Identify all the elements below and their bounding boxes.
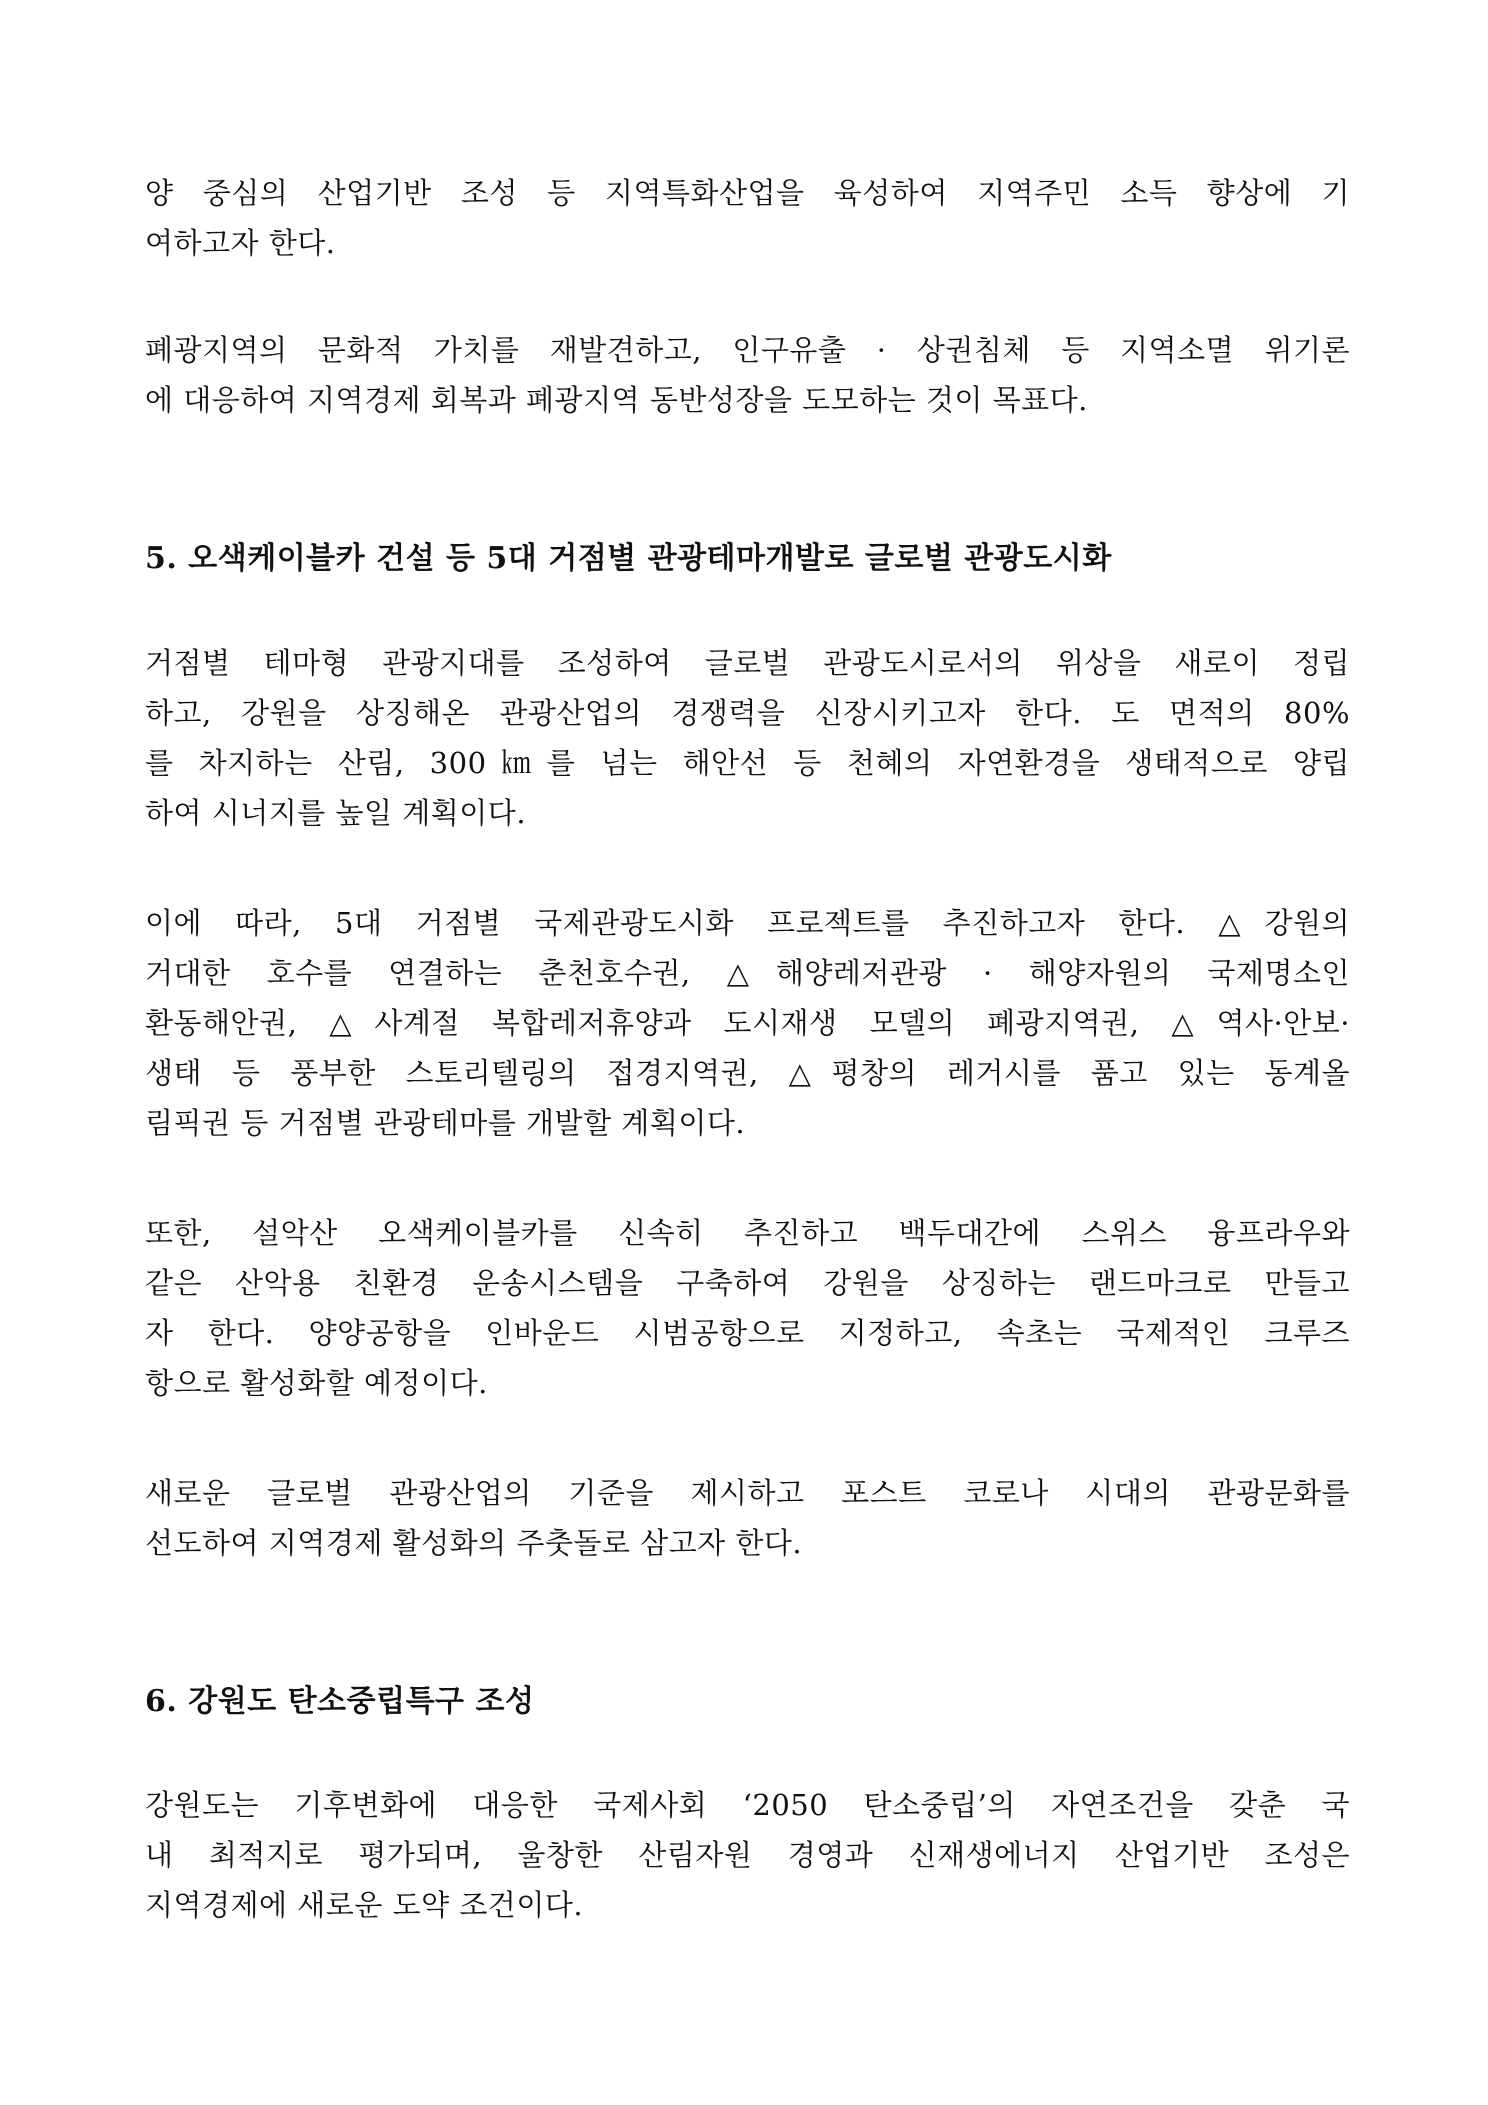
text-line: 하고, 강원을 상징해온 관광산업의 경쟁력을 신장시키고자 한다. 도 면적의 80%: [145, 696, 1350, 730]
text-line: 항으로 활성화할 예정이다.: [145, 1366, 488, 1400]
paragraph-post-covid: [145, 1468, 1350, 1568]
text-line: 거점별 테마형 관광지대를 조성하여 글로벌 관광도시로서의 위상을 새로이 정립: [145, 646, 1350, 680]
text-line: 이에 따라, 5대 거점별 국제관광도시화 프로젝트를 추진하고자 한다. △강원의: [145, 906, 1350, 940]
paragraph-five-hubs: [145, 898, 1350, 1148]
text-line: 림픽권 등 거점별 관광테마를 개발할 계획이다.: [145, 1106, 746, 1140]
text-line: 여하고자 한다.: [145, 226, 336, 260]
text-line: 폐광지역의 문화적 가치를 재발견하고, 인구유출 · 상권침체 등 지역소멸 위기론: [145, 333, 1350, 367]
paragraph-tourism-zones: [145, 638, 1350, 838]
text-line: 생태 등 풍부한 스토리텔링의 접경지역권, △평창의 레거시를 품고 있는 동계올: [145, 1056, 1350, 1090]
paragraph-mining-region-goal: [145, 325, 1350, 425]
text-line: 같은 산악용 친환경 운송시스템을 구축하여 강원을 상징하는 랜드마크로 만들고: [145, 1266, 1350, 1300]
section-heading-6: 6. 강원도 탄소중립특구 조성: [145, 1684, 535, 1719]
paragraph-cable-car: [145, 1208, 1350, 1408]
text-line: 강원도는 기후변화에 대응한 국제사회 ‘2050 탄소중립’의 자연조건을 갖춘 국: [145, 1788, 1350, 1822]
text-line: 선도하여 지역경제 활성화의 주춧돌로 삼고자 한다.: [145, 1526, 803, 1560]
paragraph-regional-industry: [145, 168, 1350, 268]
text-line: 또한, 설악산 오색케이블카를 신속히 추진하고 백두대간에 스위스 융프라우와: [145, 1216, 1350, 1250]
text-line: 지역경제에 새로운 도약 조건이다.: [145, 1888, 584, 1922]
text-line: 를 차지하는 산림, 300㎞를 넘는 해안선 등 천혜의 자연환경을 생태적으로 양립: [145, 746, 1350, 780]
section-heading-5: 5. 오색케이블카 건설 등 5대 거점별 관광테마개발로 글로벌 관광도시화: [145, 541, 1112, 576]
text-line: 자 한다. 양양공항을 인바운드 시범공항으로 지정하고, 속초는 국제적인 크루즈: [145, 1316, 1350, 1350]
text-line: 내 최적지로 평가되며, 울창한 산림자원 경영과 신재생에너지 산업기반 조성은: [145, 1838, 1350, 1872]
text-line: 하여 시너지를 높일 계획이다.: [145, 796, 527, 830]
text-line: 환동해안권, △사계절 복합레저휴양과 도시재생 모델의 폐광지역권, △역사·안보·: [145, 1006, 1350, 1040]
text-line: 에 대응하여 지역경제 회복과 폐광지역 동반성장을 도모하는 것이 목표다.: [145, 383, 1088, 417]
text-line: 양 중심의 산업기반 조성 등 지역특화산업을 육성하여 지역주민 소득 향상에 기: [145, 176, 1350, 210]
text-line: 새로운 글로벌 관광산업의 기준을 제시하고 포스트 코로나 시대의 관광문화를: [145, 1476, 1350, 1510]
text-line: 거대한 호수를 연결하는 춘천호수권, △해양레저관광 · 해양자원의 국제명소인: [145, 956, 1350, 990]
paragraph-carbon-neutral: [145, 1780, 1350, 1930]
